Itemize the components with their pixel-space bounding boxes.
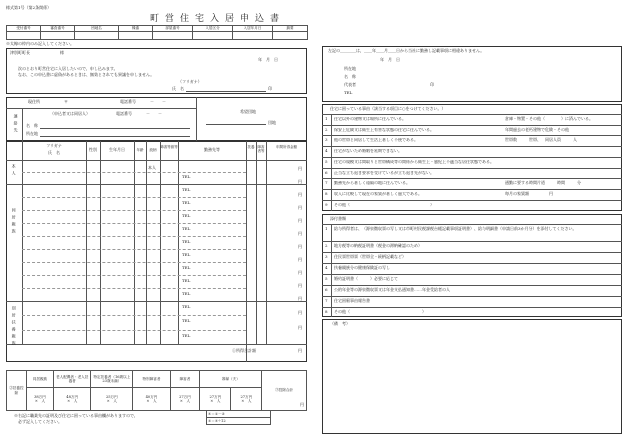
reason-text: 住宅以外の建物又は場所に住んでいる。 bbox=[334, 117, 406, 121]
header-col: 入居年月日 bbox=[233, 26, 273, 32]
reason-divider bbox=[322, 200, 622, 201]
attachment-number[interactable]: 1 bbox=[325, 226, 328, 231]
row-separate-label: 別居扶養親族 bbox=[11, 306, 17, 348]
furigana-label: （フリガナ） bbox=[178, 79, 202, 84]
footnote-1: ※右記に職業先の証明及び住宅に困っている事由欄がありますので、 bbox=[14, 413, 138, 418]
result-1: ④＝①－② bbox=[207, 411, 271, 418]
row-tel-label: TEL bbox=[182, 304, 191, 309]
reason-text: 住宅がないため婚姻を延期できない。 bbox=[334, 149, 402, 154]
col-age: 年齢 bbox=[136, 148, 144, 152]
building-cell[interactable] bbox=[119, 32, 153, 40]
intro-line-1: 次のとおり町営住宅に入居したいので、申し込みます。 bbox=[18, 66, 118, 71]
reason-number[interactable]: 7 bbox=[325, 180, 328, 186]
reason-divider bbox=[322, 168, 622, 169]
row-tel-label: TEL bbox=[182, 265, 191, 270]
reason-divider bbox=[322, 189, 622, 190]
deduct-total-yen: 円 bbox=[300, 402, 304, 407]
header-col: 審査番号 bbox=[41, 26, 75, 32]
reason-note: 倉庫・物置・その他（ ）に済んでいる。 bbox=[505, 116, 593, 121]
reason-text: 正当な立ち退き要求を受けているが立ち退き先がない。 bbox=[334, 170, 434, 175]
addressee: 津別町町長 bbox=[10, 50, 30, 55]
attachment-divider bbox=[322, 285, 622, 286]
complex-suffix: 団地 bbox=[268, 120, 276, 125]
row-divider bbox=[22, 172, 246, 173]
self-relation: 本人 bbox=[148, 165, 156, 170]
phone-label: 電話番号 bbox=[120, 99, 136, 104]
reason-note: 世帯数 世帯、 同居人員 人 bbox=[505, 137, 577, 143]
contact-label: 連絡先 bbox=[13, 114, 19, 135]
row-cohabit-label: 同居親族 bbox=[11, 208, 17, 236]
attachment-divider bbox=[322, 274, 622, 275]
attachment-number-divider bbox=[331, 224, 332, 317]
row-yen-label: 円 bbox=[298, 166, 302, 171]
row-yen-label: 円 bbox=[298, 270, 302, 275]
row-divider bbox=[22, 330, 246, 331]
deduct-header: 障害者 bbox=[170, 371, 200, 388]
category-cell[interactable] bbox=[193, 32, 233, 40]
col-furigana: フリガナ bbox=[46, 143, 62, 148]
row-tel-label: TEL bbox=[182, 318, 191, 323]
reason-number[interactable]: 8 bbox=[325, 190, 328, 196]
employer-name-label: 名 称 bbox=[26, 123, 38, 128]
attachment-text: 給与所得者は、（源泉徴収票の写し又は市町村民税課税台帳記載事項証明書）、給与明細書（申請日前3か月分）を添付してください。 bbox=[334, 226, 577, 231]
employer-name-label-2: 名 称 bbox=[344, 74, 356, 79]
deduct-cell[interactable]: 27万円 × 人 bbox=[231, 388, 262, 411]
attachment-text: 扶養親族分の健康保険証の写し bbox=[334, 265, 390, 270]
reason-number[interactable]: 4 bbox=[325, 148, 328, 154]
col-sex: 性別 bbox=[89, 147, 97, 152]
reason-text: 収入に比較して現在の家賃が著しく過大である。 bbox=[334, 191, 422, 196]
reason-divider bbox=[322, 146, 622, 147]
deduct-header: 老人配偶者・老人扶養者 bbox=[54, 371, 91, 388]
row-yen-label: 円 bbox=[298, 218, 302, 223]
remarks-label: （備 考） bbox=[330, 321, 350, 326]
attachment-divider bbox=[322, 263, 622, 264]
row-divider bbox=[22, 223, 246, 224]
row-divider bbox=[22, 262, 246, 263]
employer-tel-label: TEL bbox=[344, 90, 353, 95]
deduct-cell[interactable]: 40万円 × 人 bbox=[133, 388, 170, 411]
hardship-reasons-title: 住宅に困っている事由（該当する項目に○をつけてください。） bbox=[330, 106, 446, 111]
reason-text: その他（ ） bbox=[334, 202, 434, 207]
reason-number[interactable]: 5 bbox=[325, 158, 328, 164]
honorific: 様 bbox=[60, 50, 64, 55]
row-yen-label: 円 bbox=[298, 231, 302, 236]
attachment-text: 住民票世帯票（世帯全・続柄記載など） bbox=[334, 254, 406, 259]
remarks-block[interactable] bbox=[322, 319, 622, 434]
representative-label: 代表者 bbox=[344, 82, 356, 87]
attachment-number[interactable]: 8 bbox=[325, 309, 328, 314]
row-divider bbox=[22, 275, 246, 276]
exam-number-cell[interactable] bbox=[41, 32, 75, 40]
employer-location-label: 所在地 bbox=[26, 131, 38, 136]
application-date[interactable]: 年 月 日 bbox=[258, 57, 278, 62]
col-birthdate: 生年月日 bbox=[109, 147, 125, 152]
desired-complex-label: 希望団地 bbox=[240, 109, 256, 114]
attachment-divider bbox=[322, 296, 622, 297]
deduct-header: 特別障害者 bbox=[133, 371, 170, 388]
row-tel-label: TEL bbox=[182, 252, 191, 257]
room-cell[interactable] bbox=[153, 32, 193, 40]
row-tel-label: TEL bbox=[182, 174, 191, 179]
row-divider bbox=[22, 249, 246, 250]
deduct-cell[interactable]: 25万円 × 人 bbox=[91, 388, 133, 411]
row-yen-label: 円 bbox=[298, 283, 302, 288]
deduct-cell[interactable]: 27万円 × 人 bbox=[170, 388, 200, 411]
row-yen-label: 円 bbox=[298, 192, 302, 197]
col-income: 年間所得金額 bbox=[276, 145, 297, 149]
header-col: 入居区分 bbox=[193, 26, 233, 32]
form-id: 様式第1号（第2条関係） bbox=[6, 5, 52, 10]
deduct-header: ②扶養控除 bbox=[7, 371, 27, 411]
row-divider bbox=[22, 315, 246, 316]
reason-text: 勤務先から著しく遠隔の地に住んでいる。 bbox=[334, 181, 410, 186]
row-tel-label: TEL bbox=[182, 239, 191, 244]
total-income-label: ①所得合計額 bbox=[232, 348, 256, 353]
attachment-number[interactable]: 4 bbox=[325, 265, 328, 270]
remarks-cell[interactable] bbox=[273, 32, 308, 40]
reason-number[interactable]: 6 bbox=[325, 169, 328, 175]
reason-number[interactable]: 1 bbox=[325, 116, 328, 121]
attachment-text: 公的年金等の源泉徴収票又は年金支払通知書……年金受給者の人 bbox=[334, 287, 450, 292]
attachments-title: 添付書類 bbox=[330, 216, 346, 221]
attachment-number[interactable]: 6 bbox=[325, 287, 328, 292]
header-col: 団地名 bbox=[75, 26, 119, 32]
attachment-number[interactable]: 5 bbox=[325, 276, 328, 281]
row-self-label: 本人 bbox=[11, 164, 17, 178]
rep-seal: 印 bbox=[430, 82, 434, 87]
col-dependent: 扶養 bbox=[247, 145, 255, 149]
reason-number[interactable]: 9 bbox=[325, 201, 328, 207]
row-tel-label: TEL bbox=[182, 278, 191, 283]
deduct-cell[interactable]: 38万円 × 人 bbox=[26, 388, 53, 411]
attachment-text: 住宅困窮事由報告書 bbox=[334, 298, 370, 303]
attachment-text: その他（ ） bbox=[334, 309, 426, 314]
reason-divider bbox=[322, 125, 622, 126]
header-col: 受付番号 bbox=[7, 26, 41, 32]
reason-text: 保安上危険又は衛生上有害な状態の住宅に住んでいる。 bbox=[334, 127, 434, 132]
total-income-yen: 円 bbox=[298, 348, 302, 353]
attachment-number[interactable]: 7 bbox=[325, 298, 328, 303]
page-title: 町営住宅入居申込書 bbox=[150, 14, 286, 24]
col-workplace: 勤務先等 bbox=[204, 147, 220, 152]
move-in-date-cell[interactable] bbox=[233, 32, 273, 40]
deduction-table bbox=[6, 370, 307, 411]
reason-note: 毎月の家賃額 円 bbox=[505, 190, 553, 196]
current-address-label: 現住所 bbox=[28, 99, 40, 104]
row-tel-label: TEL bbox=[182, 200, 191, 205]
receipt-number-cell[interactable] bbox=[7, 32, 41, 40]
deduct-header: 同居親族 bbox=[26, 371, 53, 388]
row-tel-label: TEL bbox=[182, 187, 191, 192]
result-2: ⑤＝④÷12 bbox=[207, 418, 271, 425]
postal-mark: 〒 bbox=[64, 99, 68, 104]
header-col: 摘要 bbox=[273, 26, 308, 32]
row-divider bbox=[22, 236, 246, 237]
header-col: 部屋番号 bbox=[153, 26, 193, 32]
intro-line-2: なお、この申込書に虚偽があるときは、無効とされても異議を申しません。 bbox=[18, 72, 155, 77]
attachment-text: 地方税等の納税証明書（税金の滞納確認のため） bbox=[334, 243, 422, 248]
header-col: 棟番 bbox=[119, 26, 153, 32]
name-underline[interactable] bbox=[186, 91, 266, 92]
result-table bbox=[206, 410, 271, 425]
row-yen-label: 円 bbox=[298, 179, 302, 184]
attachment-divider bbox=[322, 252, 622, 253]
seal-mark: 印 bbox=[268, 86, 272, 91]
row-yen-label: 円 bbox=[298, 244, 302, 249]
reason-number[interactable]: 3 bbox=[325, 137, 328, 143]
deduct-cell[interactable]: 27万円 × 人 bbox=[200, 388, 231, 411]
reason-divider bbox=[322, 135, 622, 136]
col-disabled: 障害者等 bbox=[257, 145, 265, 154]
contact-phone-dashes[interactable]: － － bbox=[146, 111, 162, 116]
deduct-header: 寡婦（夫） bbox=[200, 371, 262, 388]
row-divider bbox=[22, 210, 246, 211]
phone-dashes[interactable]: － － bbox=[150, 99, 166, 104]
attachment-number[interactable]: 2 bbox=[325, 243, 328, 248]
reason-note: 年間過去の老朽建物で危険・その他 bbox=[505, 126, 569, 132]
attachment-number[interactable]: 3 bbox=[325, 254, 328, 259]
instruction-note: ※太線の枠内のみ記入してください。 bbox=[6, 41, 74, 46]
employment-cert-block bbox=[322, 46, 622, 102]
contact-phone-label: 電話番号 bbox=[116, 111, 132, 116]
reason-text: 住宅の規模又は間取りと世帯構成等の関係から衛生上・風紀上不適当な居住状態である。 bbox=[334, 159, 494, 164]
col-relation: 続柄 bbox=[149, 148, 157, 152]
reason-divider bbox=[322, 157, 622, 158]
reason-number[interactable]: 2 bbox=[325, 126, 328, 132]
header-table bbox=[6, 25, 308, 40]
attachment-divider bbox=[322, 307, 622, 308]
row-tel-label: TEL bbox=[182, 291, 191, 296]
col-disability: 障害等級等 bbox=[160, 145, 178, 149]
row-yen-label: 円 bbox=[298, 296, 302, 301]
attachment-text: 婚約証明書（ ）必要に応じて bbox=[334, 276, 398, 281]
reason-text: 他の世帯と同居して生活上著しく不便である。 bbox=[334, 138, 418, 143]
row-yen-label: 円 bbox=[298, 310, 302, 315]
attachment-divider bbox=[322, 241, 622, 242]
deduct-header: 特定扶養者（16歳以上23歳未満） bbox=[91, 371, 133, 388]
reason-note: 通勤に要する時間片道 時間 分 bbox=[505, 180, 581, 186]
employer-address-label: 所在地 bbox=[344, 66, 356, 71]
row-yen-label: 円 bbox=[298, 205, 302, 210]
employment-cert-text: 左記の＿＿＿＿は，＿＿年＿＿月＿＿日から当社に勤務し記載事項に相違ありません。 bbox=[328, 48, 485, 53]
footnote-2: 必ず記入してください。 bbox=[18, 419, 62, 424]
row-yen-label: 円 bbox=[298, 257, 302, 262]
family-table bbox=[6, 141, 307, 362]
deduct-cell[interactable]: 48万円 × 人 bbox=[54, 388, 91, 411]
row-divider bbox=[22, 197, 246, 198]
applicant-name-label: 氏 名 bbox=[172, 86, 184, 91]
contact-section-label: （申込者又は同居人） bbox=[50, 111, 90, 116]
row-tel-label: TEL bbox=[182, 333, 191, 338]
row-yen-label: 円 bbox=[298, 325, 302, 330]
deduct-header: ③控除合計 bbox=[262, 371, 307, 411]
reason-divider bbox=[322, 178, 622, 179]
row-tel-label: TEL bbox=[182, 213, 191, 218]
reason-number-divider bbox=[331, 114, 332, 211]
row-divider bbox=[22, 288, 246, 289]
row-tel-label: TEL bbox=[182, 226, 191, 231]
col-name: 氏 名 bbox=[48, 150, 60, 155]
employment-cert-date[interactable]: 年 月 日 bbox=[380, 57, 400, 62]
complex-name-cell[interactable] bbox=[75, 32, 119, 40]
